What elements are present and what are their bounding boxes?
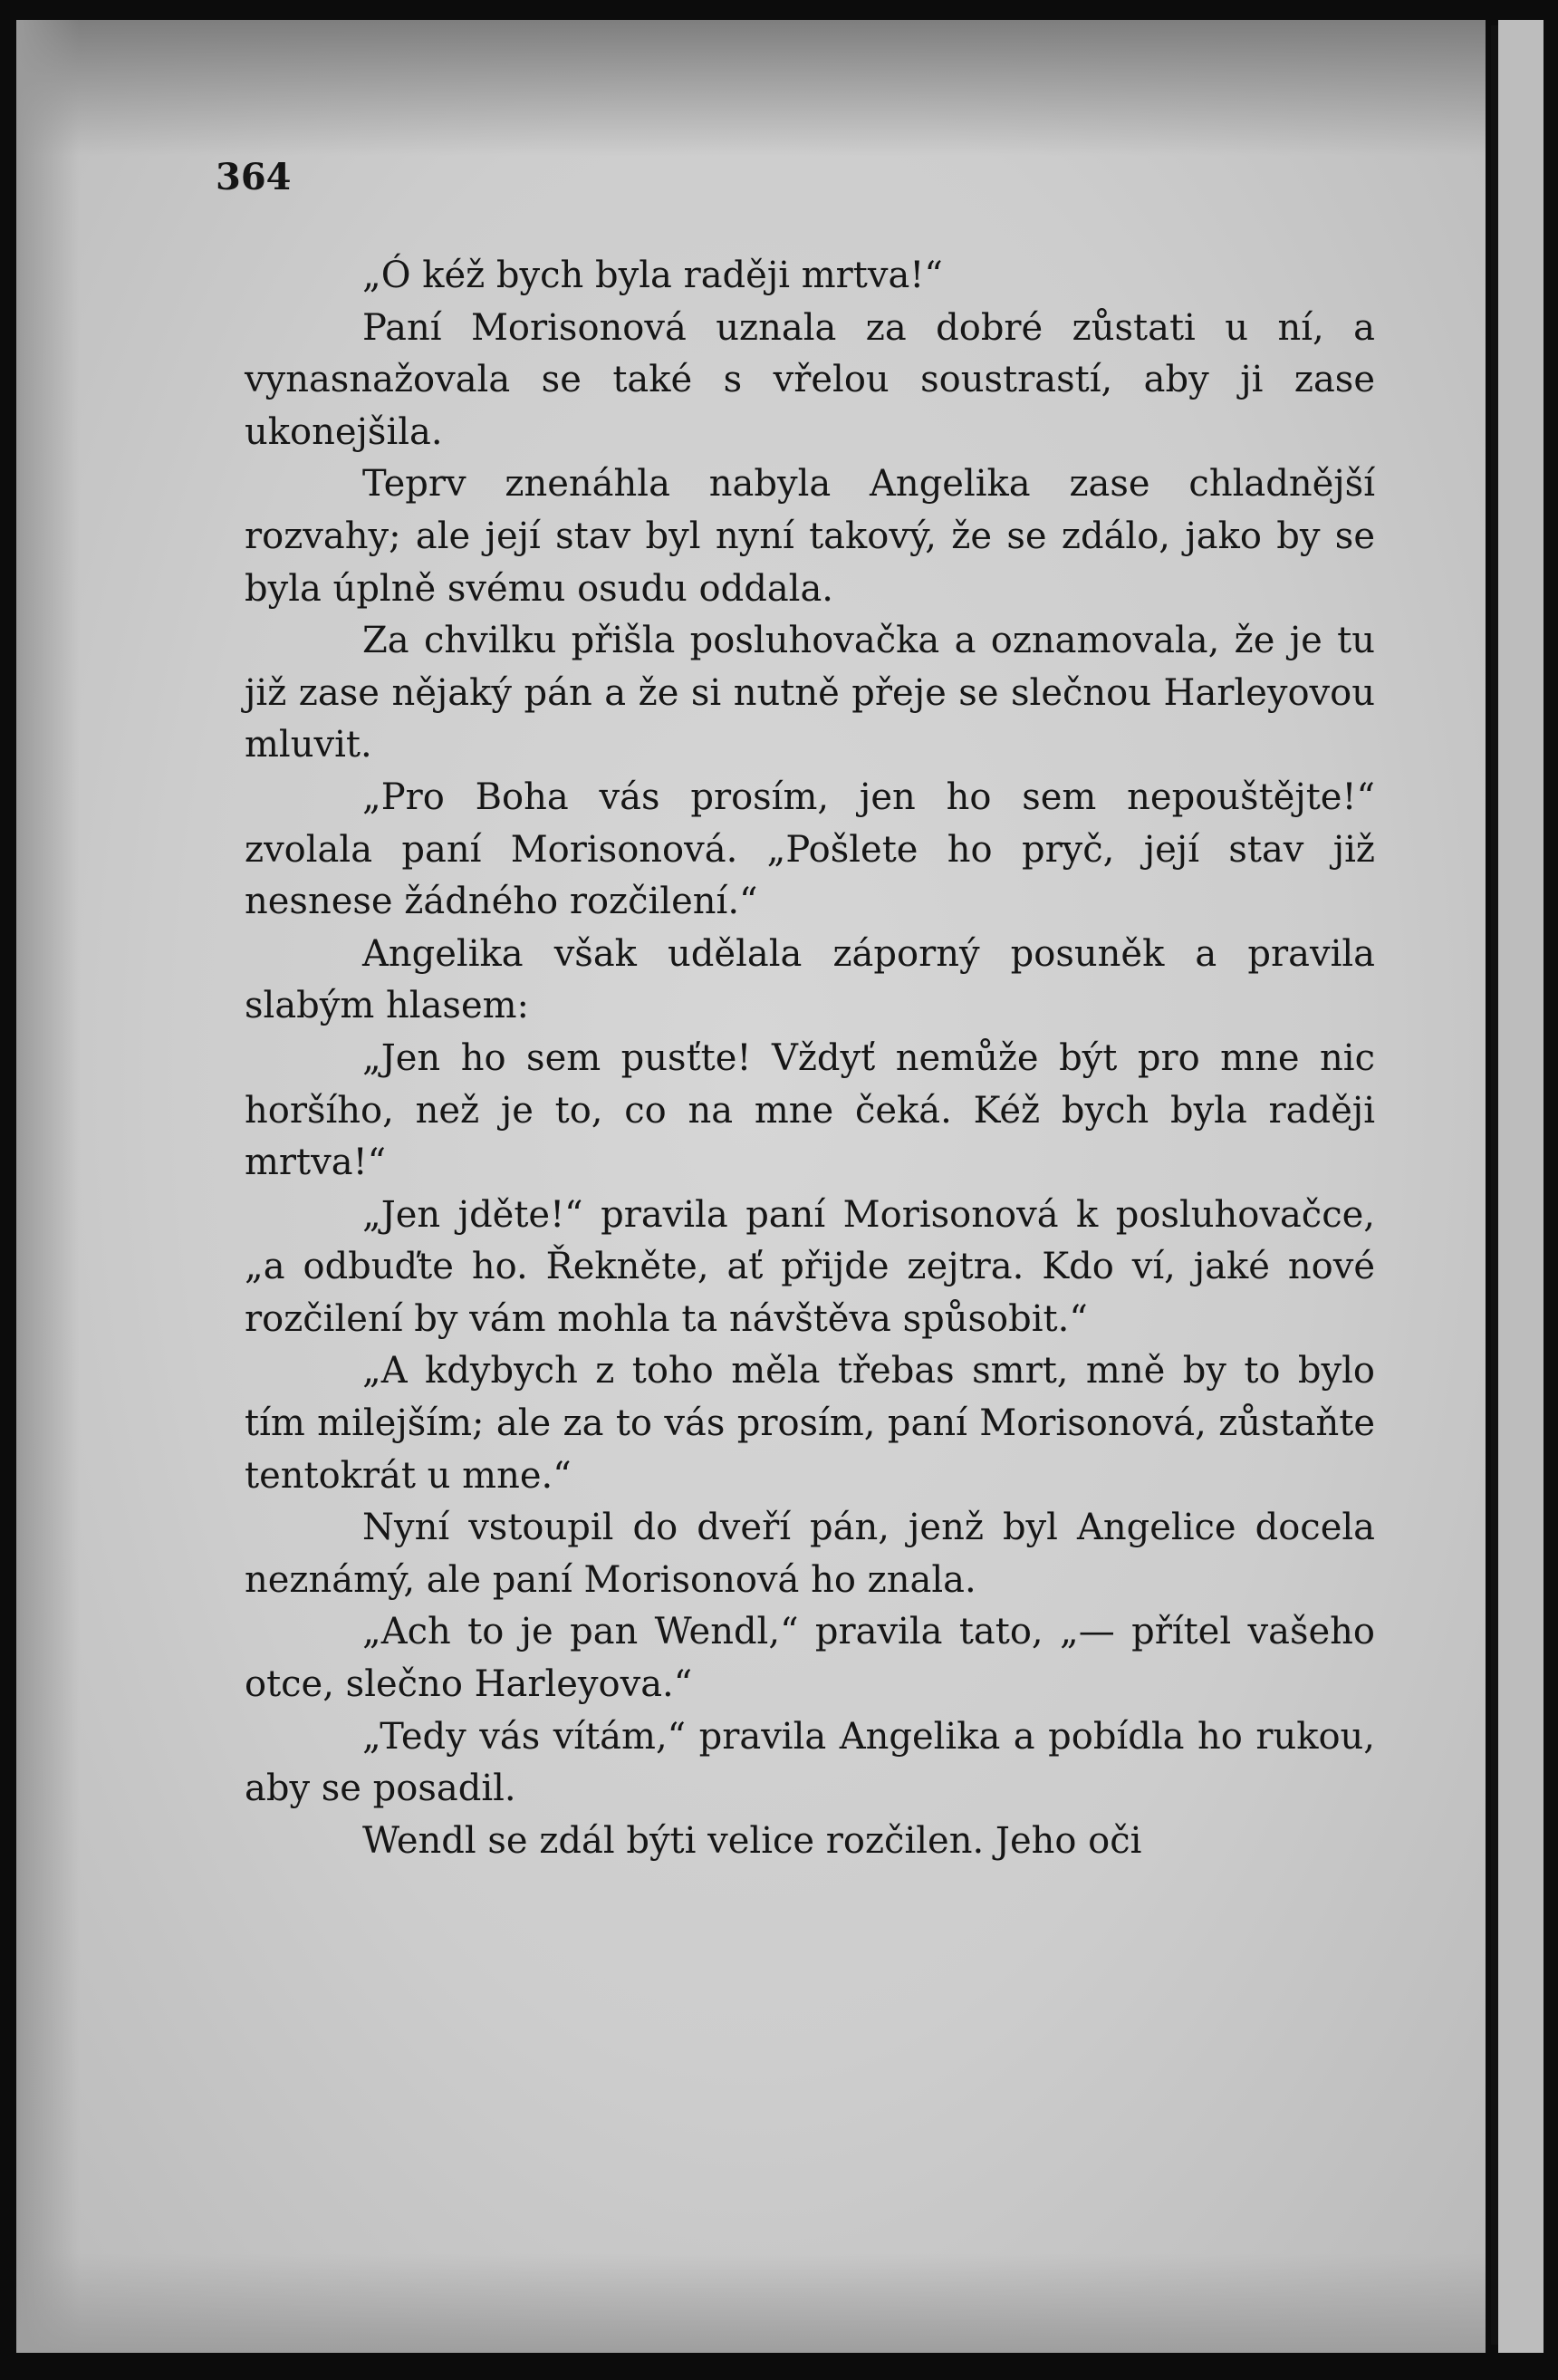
page-shadow-bottom — [16, 2253, 1486, 2353]
paragraph: „Jen jděte!“ pravila paní Morisonová k posluhovačce, „a odbuďte ho. Řekněte, ať přijde zejtra. Kdo ví, jaké nové rozčilení by vám mohla ta návštěva spůsobit.“ — [245, 1193, 1375, 1340]
paragraph: Nyní vstoupil do dveří pán, jenž byl Angelice docela neznámý, ale paní Morisonová ho znala. — [245, 1507, 1375, 1601]
body-text — [245, 250, 1375, 1867]
paragraph: „Tedy vás vítám,“ pravila Angelika a pobídla ho rukou, aby se posadil. — [245, 1715, 1375, 1810]
paragraph: „Ach to je pan Wendl,“ pravila tato, „— přítel vašeho otce, slečno Harleyova.“ — [245, 1611, 1375, 1706]
paragraph: Angelika však udělala záporný posuněk a pravila slabým hlasem: — [245, 932, 1375, 1027]
page-shadow-top — [16, 20, 1486, 156]
paragraph: Paní Morisonová uznala za dobré zůstati u ní, a vynasnažovala se také s vřelou soustrastí, aby ji zase ukonejšila. — [245, 306, 1375, 453]
paragraph: „A kdybych z toho měla třebas smrt, mně by to bylo tím milejším; ale za to vás prosím, paní Morisonová, zůstaňte tentokrát u mne.“ — [245, 1350, 1375, 1497]
binding-edge — [1491, 25, 1498, 2345]
paragraph: Wendl se zdál býti velice rozčilen. Jeho oči — [362, 1819, 1142, 1862]
paragraph: Za chvilku přišla posluhovačka a oznamovala, že je tu již zase nějaký pán a že si nutně přeje se slečnou Harleyovou mluvit. — [245, 620, 1375, 766]
paragraph: Teprv znenáhla nabyla Angelika zase chladnější rozvahy; ale její stav byl nyní takový, že se zdálo, jako by se byla úplně svému osudu oddala. — [245, 463, 1375, 610]
paragraph: „Ó kéž bych byla raději mrtva!“ — [362, 255, 943, 296]
paragraph: „Pro Boha vás prosím, jen ho sem nepouštějte!“ zvolala paní Morisonová. „Pošlete ho pryč, její stav již nesnese žádného rozčilení.“ — [245, 776, 1375, 923]
paragraph: „Jen ho sem pusťte! Vždyť nemůže být pro mne nic horšího, než je to, co na mne čeká. Kéž bych byla raději mrtva!“ — [245, 1036, 1375, 1184]
adjacent-page-edge — [1498, 20, 1544, 2353]
page-number: 364 — [216, 156, 292, 198]
page-shadow-left — [16, 20, 80, 2353]
